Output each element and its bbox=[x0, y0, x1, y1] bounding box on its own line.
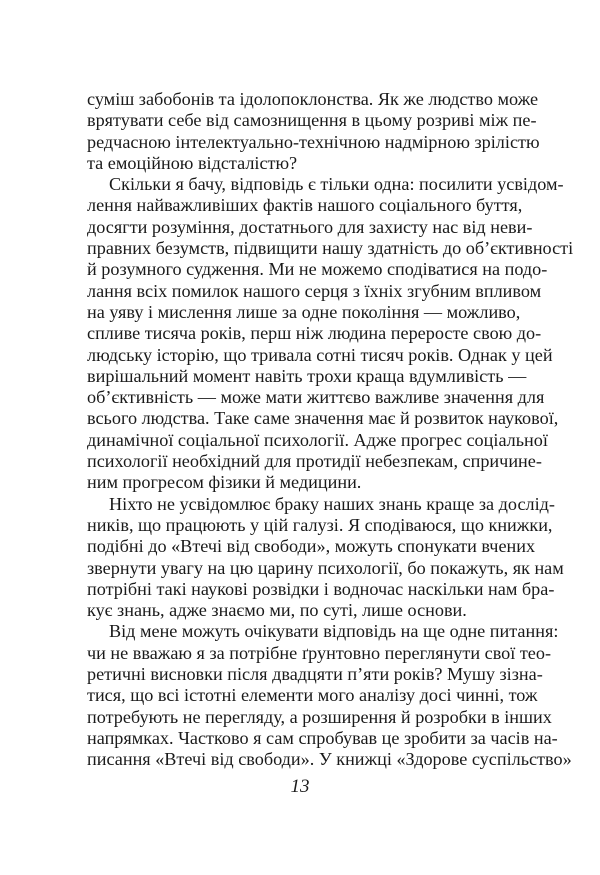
text-line: психології необхідний для протидії небезпекам, спричине- bbox=[87, 451, 542, 472]
paragraph-3 bbox=[87, 493, 564, 622]
paragraph-4 bbox=[87, 621, 572, 770]
text-line: редчасною інтелектуально-технічною надмірною зрілістю bbox=[87, 131, 540, 152]
text-line: об’єктивність — може мати життєво важливе значення для bbox=[87, 387, 545, 408]
text-line: Від мене можуть очікувати відповідь на ще одне питання: bbox=[109, 621, 559, 642]
text-line: Скільки я бачу, відповідь є тільки одна: посилити усвідом- bbox=[109, 174, 564, 195]
text-line: кує знань, адже знаємо ми, по суті, лише основи. bbox=[87, 600, 467, 621]
text-line: динамічної соціальної психології. Адже прогрес соціальної bbox=[87, 429, 548, 450]
text-line: звернути увагу на цю царину психології, бо покажуть, як нам bbox=[87, 557, 564, 578]
text-line: ретичні висновки після двадцяти п’яти років? Мушу зізна- bbox=[87, 664, 543, 685]
text-line: напрямках. Частково я сам спробував це зробити за часів на- bbox=[87, 727, 558, 748]
text-line: суміш забобонів та ідолопоклонства. Як же людство може bbox=[87, 89, 539, 109]
text-line: ників, що працюють у цій галузі. Я сподіваюся, що книжки, bbox=[87, 514, 553, 535]
text-line: лення найважливіших фактів нашого соціального буття, bbox=[87, 195, 523, 216]
text-line: та емоційною відсталістю? bbox=[87, 152, 298, 173]
text-line: людську історію, що тривала сотні тисяч років. Однак у цей bbox=[87, 344, 553, 365]
text-line: потребують не перегляду, а розширення й розробки в інших bbox=[87, 706, 552, 727]
text-line: правних безумств, підвищити нашу здатність до об’єктивності bbox=[87, 238, 574, 259]
text-line: лання всіх помилок нашого серця з їхніх згубним впливом bbox=[87, 280, 542, 301]
text-line: всього людства. Таке саме значення має й розвиток наукової, bbox=[87, 408, 559, 429]
text-line: подібні до «Втечі від свободи», можуть спонукати вчених bbox=[87, 536, 536, 557]
text-line: Ніхто не усвідомлює браку наших знань краще за дослід- bbox=[109, 493, 555, 514]
body-text bbox=[87, 89, 574, 771]
text-line: тися, що всі істотні елементи мого аналізу досі чинні, тож bbox=[87, 685, 538, 706]
paragraph-1 bbox=[87, 89, 540, 174]
text-line: чи не вважаю я за потрібне ґрунтовно переглянути свої тео- bbox=[87, 642, 552, 663]
text-line: й розумного судження. Ми не можемо сподіватися на подо- bbox=[87, 259, 548, 280]
text-line: вирішальний момент навіть трохи краща вдумливість — bbox=[87, 365, 527, 386]
text-line: спливе тисяча років, перш ніж людина переросте свою до- bbox=[87, 323, 542, 344]
text-line: врятувати себе від самознищення в цьому розриві між пе- bbox=[87, 110, 537, 131]
text-line: писання «Втечі від свободи». У книжці «Здорове суспільство» bbox=[87, 749, 572, 770]
text-line: потрібні такі наукові розвідки і водночас наскільки нам бра- bbox=[87, 578, 555, 599]
text-line: на уяву і мислення лише за одне покоління — можливо, bbox=[87, 301, 521, 322]
text-line: досягти розуміння, достатнього для захисту нас від неви- bbox=[87, 216, 533, 237]
page-number: 13 bbox=[290, 776, 310, 797]
text-line: ним прогресом фізики й медицини. bbox=[87, 472, 362, 493]
paragraph-2 bbox=[87, 174, 574, 493]
